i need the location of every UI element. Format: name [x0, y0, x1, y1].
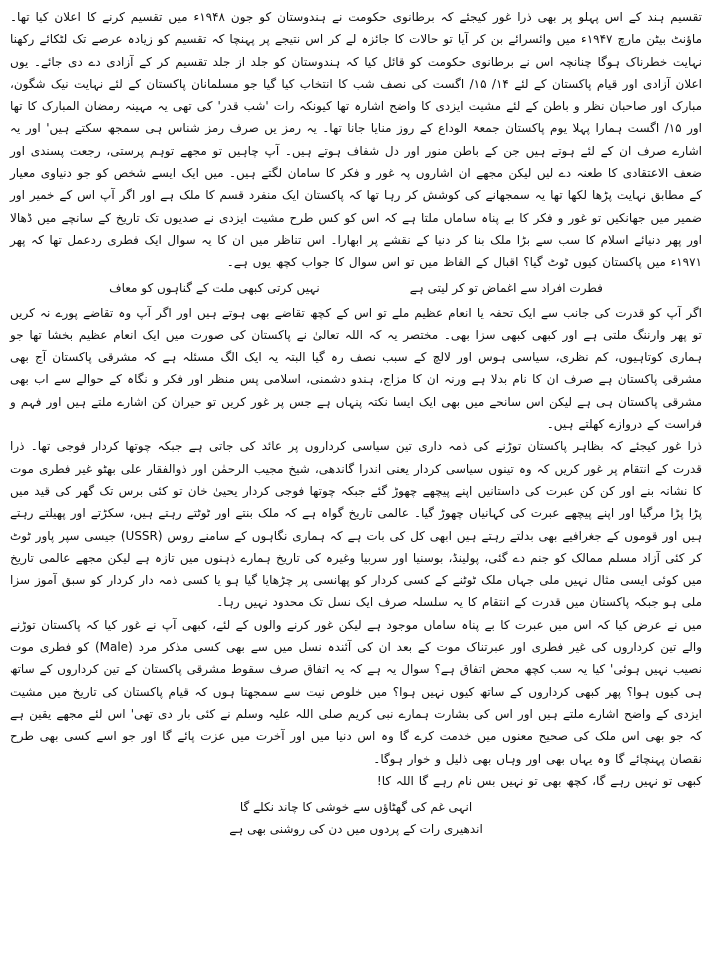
paragraph-three-characters: ذرا غور کیجئے کہ بظاہر پاکستان توڑنے کی ذمہ داری تین سیاسی کرداروں پر عائد کی جاتی ہے جبکہ چوتھا کردار فوجی تھا۔ ذرا قدرت کے انتقام پر غور کریں کہ وہ تینوں سیاسی کردار یعنی اندرا گاندھی، شیخ مجیب الرحمٰن اور ذوالفقار علی بھٹو غیر فطری موت کا نشانہ بنے اور کن کن عبرت کی داستانیں اپنے پیچھے چھوڑ گئے جبکہ چوتھا فوجی کردار یحییٰ خان تو کئی برس تک گھر کی قید میں پڑا پڑا مرگیا اور اپنے پیچھے عبرت کی کہانیاں چھوڑ گیا۔ عالمی تاریخ گواہ ہے کہ ملک بنتے اور ٹوٹتے رہتے ہیں، سکڑتے اور پھیلتے رہتے ہیں اور قوموں کے جغرافیے بھی بدلتے رہتے ہیں ابھی کل کی بات ہے کہ ہماری نگاہوں کے سامنے روس (USSR) جیسی سپر پاور ٹوٹ کر کئی آزاد مسلم ممالک کو جنم دے گئی، پولینڈ، بوسنیا اور سربیا وغیرہ کی تاریخ ہمارے ذہنوں میں تازہ ہے لیکن مجھے عالمی تاریخ میں کوئی ایسی مثال نہیں ملی جہاں ملک ٹوٹنے کے کسی کردار کو پھانسی پر چڑھایا گیا ہو یا کسی ذمہ دار کردار کو سبق آموز سزا ملی ہو جبکہ پاکستان میں قدرت کے انتقام کا یہ سلسلہ صرف ایک نسل تک محدود نہیں رہا۔	[10, 439, 703, 610]
paragraph-final-line: کبھی تو نہیں رہے گا، کچھ بھی تو نہیں بس نام رہے گا اللہ کا!	[376, 773, 702, 788]
paragraph-divine-gift: اگر آپ کو قدرت کی جانب سے ایک تحفہ یا انعام عظیم ملے تو اس کے کچھ تقاضے بھی ہوتے ہیں اور اگر آپ وہ تقاضے پورے نہ کریں تو پھر وارننگ ملتی ہے اور کبھی کبھی سزا بھی۔ مختصر یہ کہ اللہ تعالیٰ نے پاکستان کی صورت میں ایک انعام عظیم بخشا تھا جو ہماری کوتاہیوں، کم نظری، سیاسی ہوس اور لالچ کے سبب نصف رہ گیا البتہ یہ ایک الگ مسئلہ ہے کہ مشرقی پاکستان آج بھی مشرقی پاکستان ہے صرف ان کا نام بدلا ہے ورنہ ان کا مزاج، ہندو دشمنی، اسلامی پس منظر اور فکر و نگاہ کے حوالے سے اب بھی مشرقی پاکستان ہی ہے لیکن اس سانحے میں بھی ایک ایسا نکتہ پنہاں ہے جس پر غور کریں تو حیران کن اشارے ملتے ہیں اور فہم و فراست کے دروازے کھلتے ہیں۔	[10, 305, 702, 432]
couplet-second-hemistich: نہیں کرتی کبھی ملت کے گناہوں کو معاف	[109, 280, 320, 295]
paragraph-lesson: میں نے عرض کیا کہ اس میں عبرت کا بے پناہ ساماں موجود ہے لیکن غور کرنے والوں کے لئے، کبھی آپ نے غور کیا کہ پاکستان توڑنے والے تین کرداروں کی غیر فطری اور عبرتناک موت کے بعد ان کی آئندہ نسل میں سے بھی کسی مذکر مرد (Male) کو فطری موت نصیب نہیں ہوئی' کیا یہ سب کچھ محض اتفاق ہے؟ سوال یہ ہے کہ یہ اتفاق صرف سقوط مشرقی پاکستان کے تین کرداروں کے ساتھ ہی کیوں ہوا؟ پھر کبھی کرداروں کے ساتھ کیوں نہیں ہوا؟ میں خلوص نیت سے سمجھتا ہوں کہ قیام پاکستان کی تاریخ میں مشیت ایزدی کے واضح اشارے ملتے ہیں اور اس کی بشارت ہمارے نبی کریم صلی اللہ علیہ وسلم نے کئی بار دی تھی' اس لئے مجھے یقین ہے کہ جو بھی اس ملک کی صحیح معنوں میں خدمت کرے گا وہ اس دنیا میں اور آخرت میں عزت پائے گا اور جو اسے کسی بھی طرح نقصان پہنچائے گا وہ یہاں بھی اور وہاں بھی ذلیل و خوار ہوگا۔	[10, 617, 702, 766]
couplet-first-hemistich: فطرت افراد سے اغماض تو کر لیتی ہے	[409, 280, 603, 295]
paragraph-partition: تقسیم ہند کے اس پہلو پر بھی ذرا غور کیجئے کہ برطانوی حکومت نے ہندوستان کو جون ۱۹۴۸ء میں تقسیم کرنے کا اعلان کیا تھا۔ ماؤنٹ بیٹن مارچ ۱۹۴۷ء میں وائسرائے بن کر آیا تو حالات کا جائزہ لے کر اس نتیجے پر پہنچا کہ تقسیم کو زیادہ عرصے تک لٹکائے رکھنا نہایت خطرناک ہوگا چنانچہ اس نے برطانوی حکومت کو قائل کیا کہ ہندوستان کو جلد از جلد تقسیم کر کے آزادی دے دی جائے۔ یوں اعلان آزادی اور قیام پاکستان کے لئے ۱۴/ ۱۵/ اگست کی نصف شب کا انتخاب کیا گیا جو مسلمانان پاکستان کے لئے نہایت نیک شگون، مبارک اور صاحبان نظر و باطن کے لئے مشیت ایزدی کا واضح اشارہ تھا کیونکہ رات 'شب قدر' کی تھی یہ مہینہ رمضان المبارک کا تھا اور ۱۵/ اگست ہمارا پہلا یوم پاکستان جمعۃ الوداع کے روز منایا جانا تھا۔ یہ رمز یں صرف رمز شناس ہی سمجھ سکتے ہیں' اور یہ اشارے صرف ان کے لئے ہوتے ہیں جن کے باطن منور اور دل شفاف ہوتے ہیں۔ آپ چاہیں تو مجھے توہم پرستی، رجعت پسندی اور ضعف الاعتقادی کا طعنہ دے لیں لیکن مجھے ان اشاروں پہ غور و فکر کا سامان لگتے ہیں۔ میں ایک ایسے شخص کو جو دنیاوی معیار کے مطابق نہایت پڑھا لکھا تھا یہ سمجھانے کی کوشش کر رہا تھا کہ پاکستان ایک منفرد قسم کا ملک ہے اور اگر آپ اس کے خمیر اور ضمیر میں جھانکیں تو غور و فکر کا بے پناہ ساماں ملتا ہے کہ اس کو کس طرح مشیت ایزدی نے صدیوں تک تاریخ کے سانچے میں ڈھالا اور پھر دنیائے اسلام کا سب سے بڑا ملک بنا کر دنیا کے نقشے پر ابھارا۔ اس تناظر میں ان کا یہ سوال ایک فطری ردعمل تھا کہ پھر ۱۹۷۱ء میں پاکستان کیوں ٹوٹ گیا؟ اقبال کے الفاظ میں تو اس سوال کا جواب کچھ یوں ہے۔	[10, 10, 703, 270]
closing-verse-line-2: اندھیری رات کے پردوں میں دن کی روشنی بھی ہے	[229, 822, 483, 837]
closing-verse-line-1: انہی غم کی گھٹاؤں سے خوشی کا چاند نکلے گا	[239, 800, 473, 815]
iqbal-couplet	[10, 278, 702, 298]
